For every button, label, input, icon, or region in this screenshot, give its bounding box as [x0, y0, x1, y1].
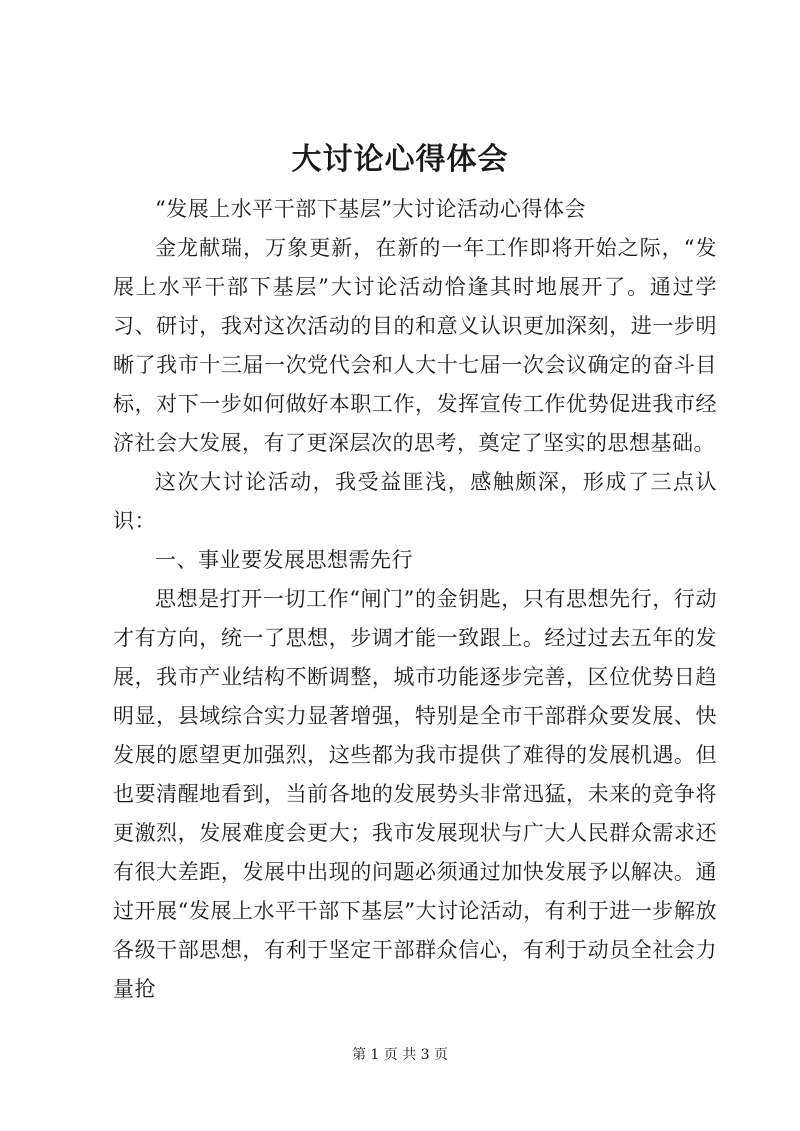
document-body: [113, 190, 717, 1009]
body-paragraph: 金龙献瑞，万象更新，在新的一年工作即将开始之际，“发展上水平干部下基层”大讨论活动恰逢其时地展开了。通过学习、研讨，我对这次活动的目的和意义认识更加深刻，进一步明晰了我市十三届一次党代会和人大十七届一次会议确定的奋斗目标，对下一步如何做好本职工作，发挥宣传工作优势促进我市经济社会大发展，有了更深层次的思考，奠定了坚实的思想基础。: [113, 236, 717, 455]
section-heading: 一、事业要发展思想需先行: [155, 548, 413, 572]
page-footer: 第 1 页 共 3 页: [351, 1047, 449, 1063]
body-paragraph: 这次大讨论活动，我受益匪浅，感触颇深，形成了三点认识：: [113, 470, 717, 533]
body-paragraph: 思想是打开一切工作“闸门”的金钥匙，只有思想先行，行动才有方向，统一了思想，步调才能一致跟上。经过过去五年的发展，我市产业结构不断调整，城市功能逐步完善，区位优势日趋明显，县域综合实力显著增强，特别是全市干部群众要发展、快发展的愿望更加强烈，这些都为我市提供了难得的发展机遇。但也要清醒地看到，当前各地的发展势头非常迅猛，未来的竞争将更激烈，发展难度会更大；我市发展现状与广大人民群众需求还有很大差距，发展中出现的问题必须通过加快发展予以解决。通过开展“发展上水平干部下基层”大讨论活动，有利于进一步解放各级干部思想，有利于坚定干部群众信心，有利于动员全社会力量抢: [113, 587, 717, 1001]
document-title: 大讨论心得体会: [291, 142, 509, 177]
subtitle-paragraph: “发展上水平干部下基层”大讨论活动心得体会: [155, 197, 586, 221]
